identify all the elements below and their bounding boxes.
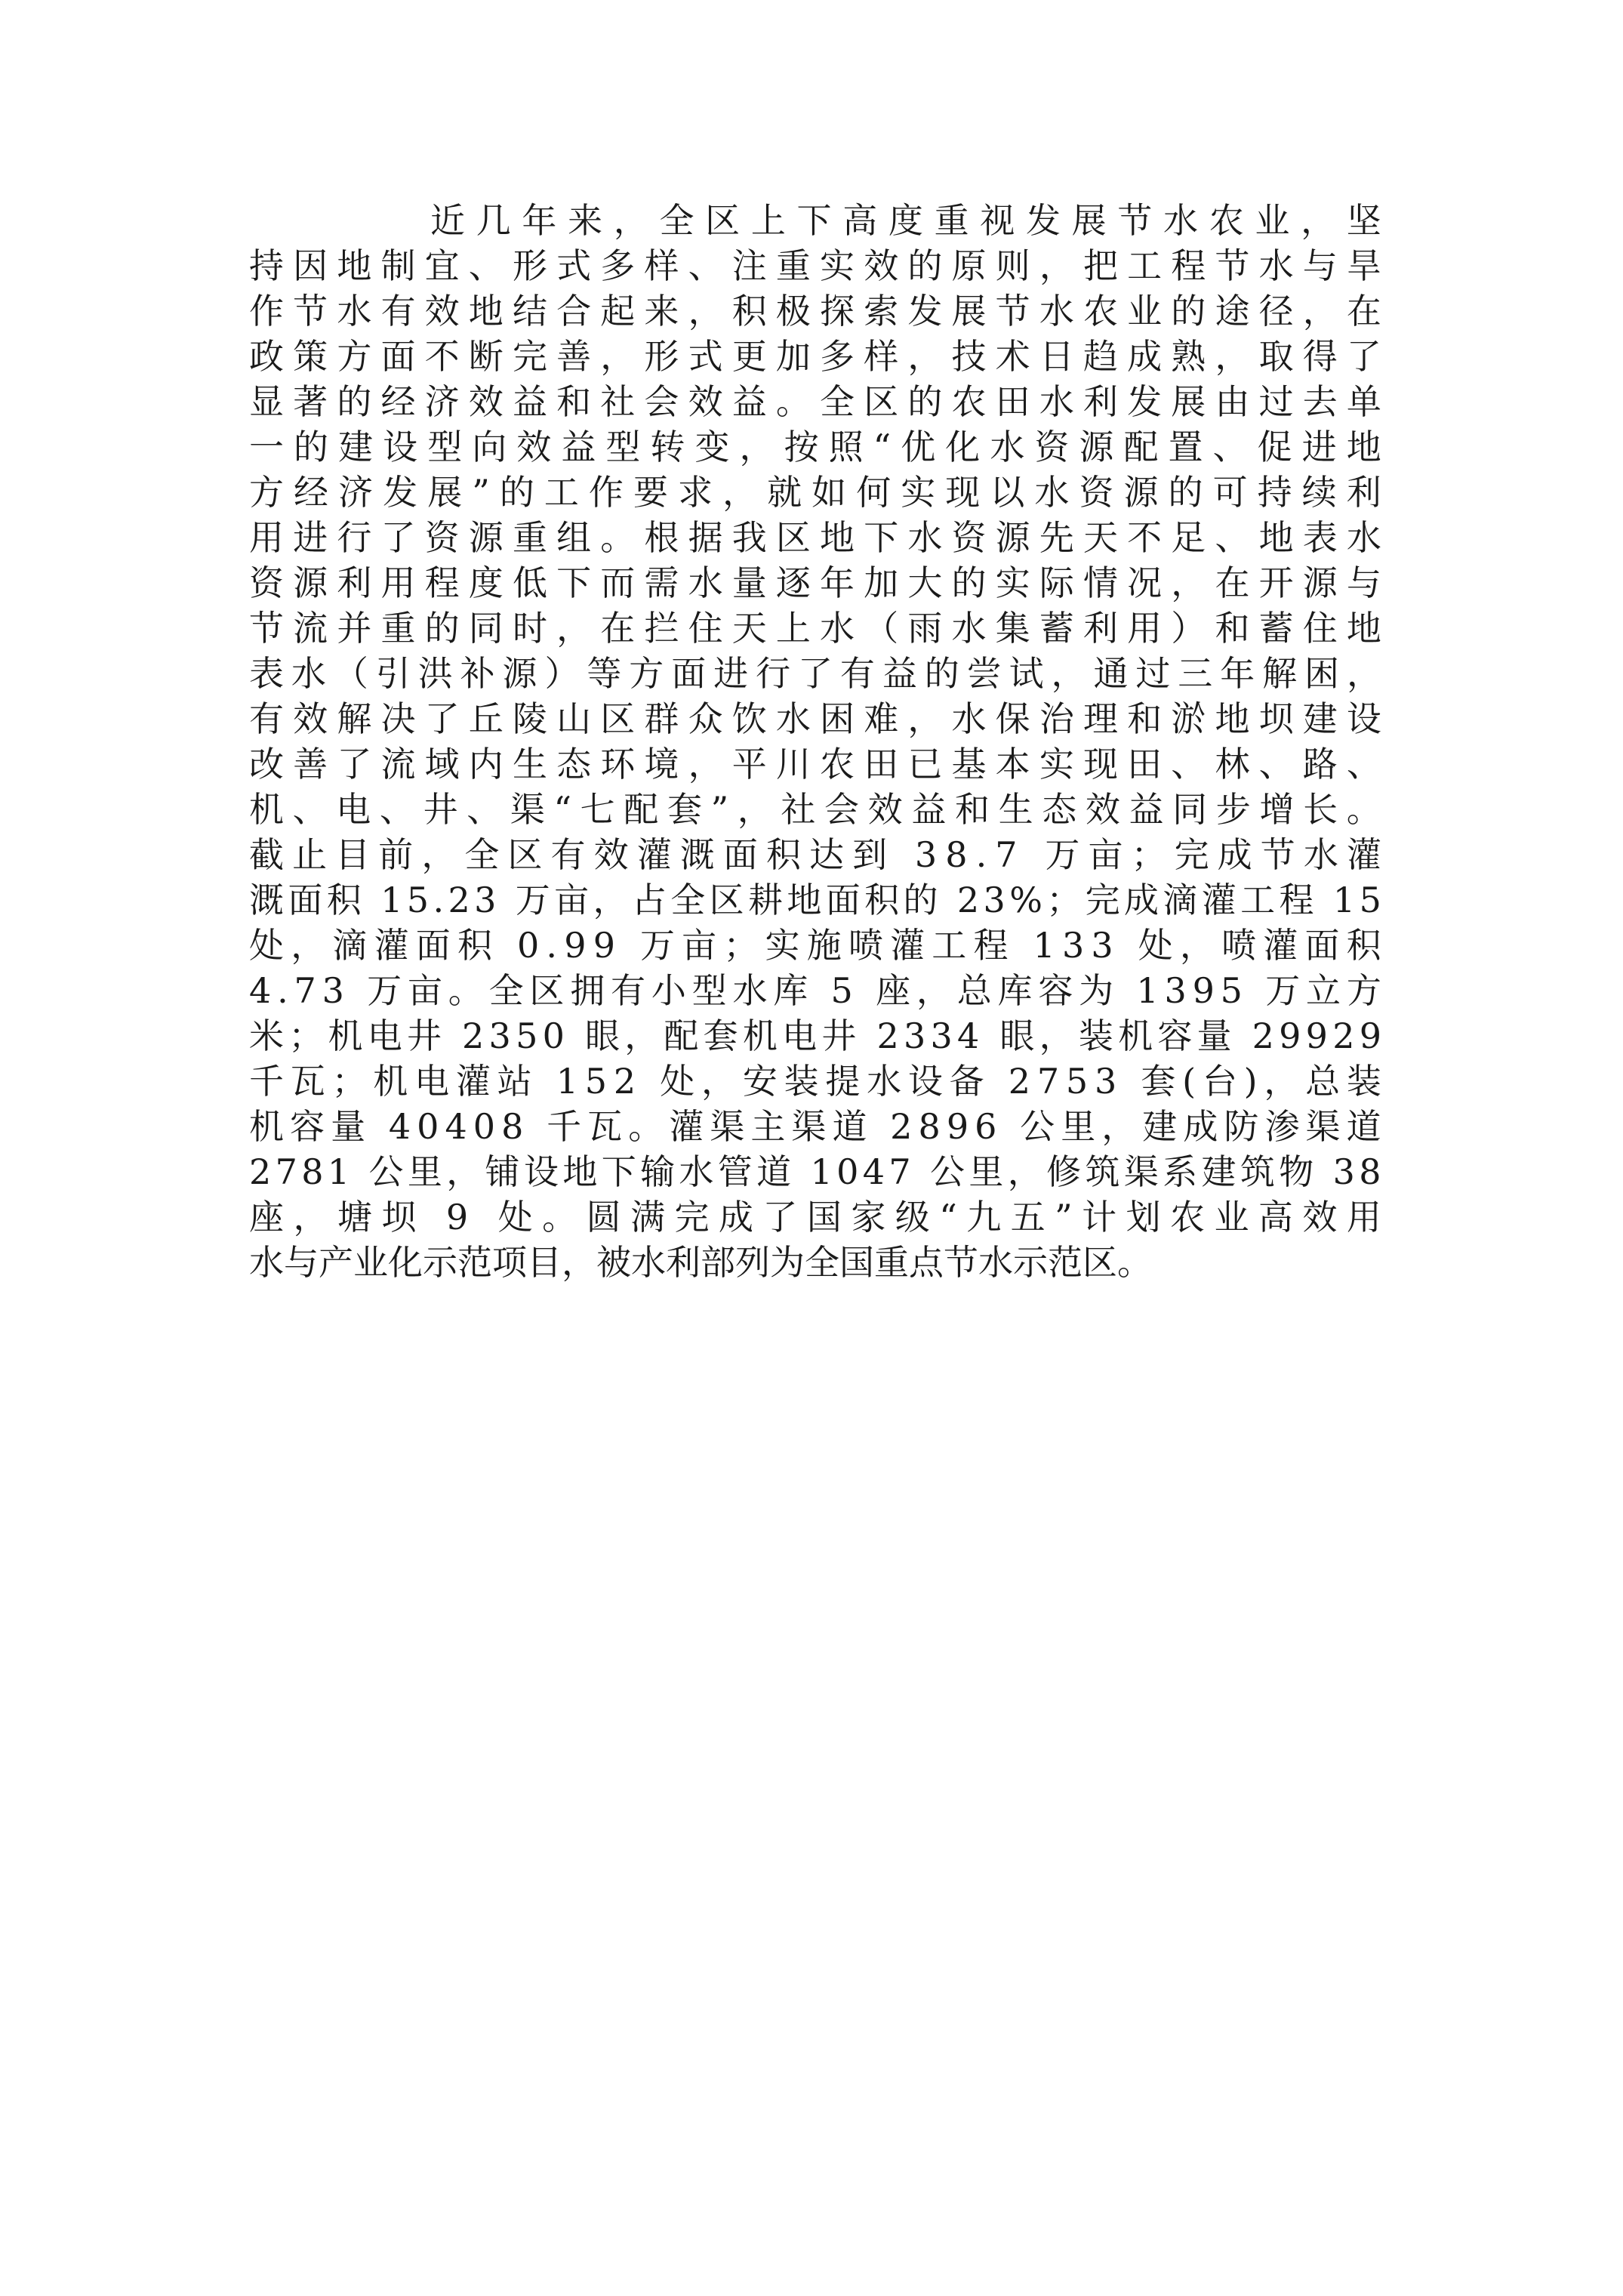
text-line: 政 策 方 面 不 断 完 善 ， 形 式 更 加 多 样 ， 技 术 日 趋 成 熟 ， 取 得 了 xyxy=(249,336,1381,377)
text-line: 一 的 建 设 型 向 效 益 型 转 变 ， 按 照 “ 优 化 水 资 源 配 置 、 促 进 地 xyxy=(249,427,1381,467)
text-line: 米 ； 机 电 井 2 3 5 0 眼 ， 配 套 机 电 井 2 3 3 4 眼 ， 装 机 容 量 2 9 9 2 9 xyxy=(249,1015,1381,1056)
text-line: 持 因 地 制 宜 、 形 式 多 样 、 注 重 实 效 的 原 则 ， 把 工 程 节 水 与 旱 xyxy=(249,245,1381,286)
body-paragraph xyxy=(249,198,1381,1285)
text-line: 有 效 解 决 了 丘 陵 山 区 群 众 饮 水 困 难 ， 水 保 治 理 和 淤 地 坝 建 设 xyxy=(249,698,1381,739)
text-line: 水与产业化示范项目，被水利部列为全国重点节水示范区。 xyxy=(249,1242,1152,1283)
text-line: 2 7 8 1 公 里 ， 铺 设 地 下 输 水 管 道 1 0 4 7 公 里 ， 修 筑 渠 系 建 筑 物 3 8 xyxy=(249,1151,1381,1192)
text-line: 溉 面 积 1 5 . 2 3 万 亩 ， 占 全 区 耕 地 面 积 的 2 3 % ； 完 成 滴 灌 工 程 1 5 xyxy=(249,880,1381,920)
text-line: 用 进 行 了 资 源 重 组 。 根 据 我 区 地 下 水 资 源 先 天 不 足 、 地 表 水 xyxy=(249,517,1381,558)
text-line: 千 瓦 ； 机 电 灌 站 1 5 2 处 ， 安 装 提 水 设 备 2 7 5 3 套 ( 台 ) ， 总 装 xyxy=(249,1061,1381,1102)
text-line: 处 ， 滴 灌 面 积 0 . 9 9 万 亩 ； 实 施 喷 灌 工 程 1 3 3 处 ， 喷 灌 面 积 xyxy=(249,925,1381,966)
text-line: 座 ， 塘 坝 9 处 。 圆 满 完 成 了 国 家 级 “ 九 五 ” 计 划 农 业 高 效 用 xyxy=(249,1197,1381,1237)
text-line: 机 、 电 、 井 、 渠 “ 七 配 套 ” ， 社 会 效 益 和 生 态 效 益 同 步 增 长 。 xyxy=(249,789,1381,830)
text-line: 近 几 年 来 ， 全 区 上 下 高 度 重 视 发 展 节 水 农 业 ， 坚 xyxy=(430,200,1381,241)
text-line: 截 止 目 前 ， 全 区 有 效 灌 溉 面 积 达 到 3 8 . 7 万 亩 ； 完 成 节 水 灌 xyxy=(249,834,1381,875)
text-line: 机 容 量 4 0 4 0 8 千 瓦 。 灌 渠 主 渠 道 2 8 9 6 公 里 ， 建 成 防 渗 渠 道 xyxy=(249,1106,1381,1147)
text-line: 资 源 利 用 程 度 低 下 而 需 水 量 逐 年 加 大 的 实 际 情 况 ， 在 开 源 与 xyxy=(249,562,1381,603)
text-line: 表 水 （ 引 洪 补 源 ） 等 方 面 进 行 了 有 益 的 尝 试 ， 通 过 三 年 解 困 ， xyxy=(249,653,1381,694)
text-line: 方 经 济 发 展 ” 的 工 作 要 求 ， 就 如 何 实 现 以 水 资 源 的 可 持 续 利 xyxy=(249,472,1381,513)
text-line: 4 . 7 3 万 亩 。 全 区 拥 有 小 型 水 库 5 座 ， 总 库 容 为 1 3 9 5 万 立 方 xyxy=(249,970,1381,1011)
text-line: 节 流 并 重 的 同 时 ， 在 拦 住 天 上 水 （ 雨 水 集 蓄 利 用 ） 和 蓄 住 地 xyxy=(249,608,1381,649)
text-line: 作 节 水 有 效 地 结 合 起 来 ， 积 极 探 索 发 展 节 水 农 业 的 途 径 ， 在 xyxy=(249,291,1381,331)
text-line: 改 善 了 流 域 内 生 态 环 境 ， 平 川 农 田 已 基 本 实 现 田 、 林 、 路 、 xyxy=(249,744,1381,784)
text-line: 显 著 的 经 济 效 益 和 社 会 效 益 。 全 区 的 农 田 水 利 发 展 由 过 去 单 xyxy=(249,381,1381,422)
